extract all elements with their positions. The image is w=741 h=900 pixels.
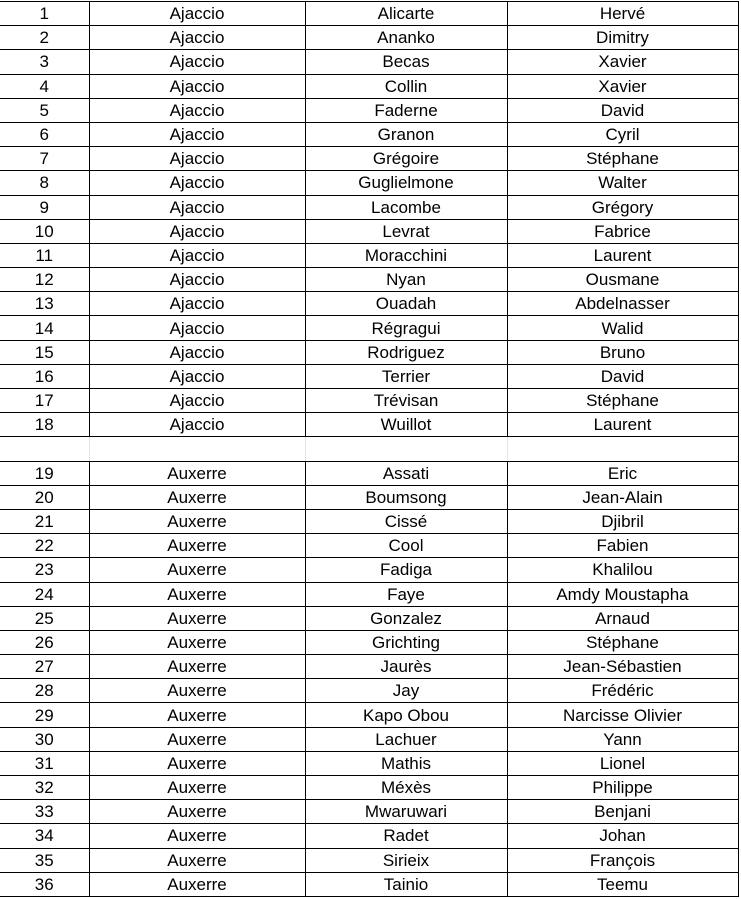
row-number-cell[interactable]: 13 xyxy=(0,292,89,316)
club-cell[interactable]: Auxerre xyxy=(89,848,305,872)
table-row xyxy=(0,243,738,267)
row-number-cell[interactable]: 34 xyxy=(0,824,89,848)
player-roster-table xyxy=(0,1,739,897)
last-name-cell[interactable]: Trévisan xyxy=(305,389,507,413)
last-name-cell[interactable]: Rodriguez xyxy=(305,340,507,364)
club-cell[interactable]: Ajaccio xyxy=(89,171,305,195)
club-cell[interactable]: Ajaccio xyxy=(89,98,305,122)
row-number-cell[interactable]: 36 xyxy=(0,872,89,896)
table-row xyxy=(0,872,738,896)
row-number-cell[interactable]: 12 xyxy=(0,268,89,292)
row-number-cell[interactable]: 19 xyxy=(0,461,89,485)
table-row xyxy=(0,147,738,171)
empty-cell[interactable] xyxy=(507,437,738,461)
first-name-cell[interactable]: Cyril xyxy=(507,122,738,146)
last-name-cell[interactable]: Faderne xyxy=(305,98,507,122)
last-name-cell[interactable]: Jaurès xyxy=(305,655,507,679)
club-cell[interactable]: Auxerre xyxy=(89,606,305,630)
table-row xyxy=(0,751,738,775)
row-number-cell[interactable]: 23 xyxy=(0,558,89,582)
last-name-cell[interactable]: Moracchini xyxy=(305,243,507,267)
club-cell[interactable]: Ajaccio xyxy=(89,147,305,171)
first-name-cell[interactable]: Laurent xyxy=(507,243,738,267)
club-cell[interactable]: Auxerre xyxy=(89,800,305,824)
table-row xyxy=(0,122,738,146)
table-row xyxy=(0,776,738,800)
last-name-cell[interactable]: Nyan xyxy=(305,268,507,292)
club-cell[interactable]: Auxerre xyxy=(89,824,305,848)
last-name-cell[interactable]: Kapo Obou xyxy=(305,703,507,727)
table-row xyxy=(0,2,738,26)
first-name-cell[interactable]: Lionel xyxy=(507,751,738,775)
first-name-cell[interactable]: Jean-Alain xyxy=(507,485,738,509)
first-name-cell[interactable]: Laurent xyxy=(507,413,738,437)
first-name-cell[interactable]: Djibril xyxy=(507,509,738,533)
club-cell[interactable]: Auxerre xyxy=(89,776,305,800)
club-cell[interactable]: Auxerre xyxy=(89,461,305,485)
row-number-cell[interactable]: 2 xyxy=(0,26,89,50)
table-row xyxy=(0,26,738,50)
club-cell[interactable]: Ajaccio xyxy=(89,243,305,267)
last-name-cell[interactable]: Lachuer xyxy=(305,727,507,751)
first-name-cell[interactable]: Walter xyxy=(507,171,738,195)
first-name-cell[interactable]: Eric xyxy=(507,461,738,485)
table-row xyxy=(0,389,738,413)
club-cell[interactable]: Auxerre xyxy=(89,534,305,558)
last-name-cell[interactable]: Granon xyxy=(305,122,507,146)
table-row xyxy=(0,534,738,558)
row-number-cell[interactable]: 10 xyxy=(0,219,89,243)
table-row xyxy=(0,703,738,727)
last-name-cell[interactable]: Cissé xyxy=(305,509,507,533)
club-cell[interactable]: Ajaccio xyxy=(89,74,305,98)
table-row xyxy=(0,655,738,679)
table-row xyxy=(0,824,738,848)
first-name-cell[interactable]: Hervé xyxy=(507,2,738,26)
row-number-cell[interactable]: 29 xyxy=(0,703,89,727)
row-number-cell[interactable]: 3 xyxy=(0,50,89,74)
club-cell[interactable]: Ajaccio xyxy=(89,2,305,26)
first-name-cell[interactable]: Yann xyxy=(507,727,738,751)
first-name-cell[interactable]: Grégory xyxy=(507,195,738,219)
table-row xyxy=(0,606,738,630)
last-name-cell[interactable]: Collin xyxy=(305,74,507,98)
first-name-cell[interactable]: Johan xyxy=(507,824,738,848)
club-cell[interactable]: Ajaccio xyxy=(89,292,305,316)
last-name-cell[interactable]: Faye xyxy=(305,582,507,606)
first-name-cell[interactable]: Fabien xyxy=(507,534,738,558)
table-row xyxy=(0,461,738,485)
first-name-cell[interactable]: Benjani xyxy=(507,800,738,824)
row-number-cell[interactable]: 33 xyxy=(0,800,89,824)
table-row xyxy=(0,509,738,533)
club-cell[interactable]: Auxerre xyxy=(89,558,305,582)
club-cell[interactable]: Auxerre xyxy=(89,703,305,727)
row-number-cell[interactable]: 35 xyxy=(0,848,89,872)
table-row xyxy=(0,413,738,437)
first-name-cell[interactable]: Amdy Moustapha xyxy=(507,582,738,606)
club-cell[interactable]: Auxerre xyxy=(89,727,305,751)
row-number-cell[interactable]: 6 xyxy=(0,122,89,146)
row-number-cell[interactable]: 14 xyxy=(0,316,89,340)
club-cell[interactable]: Ajaccio xyxy=(89,389,305,413)
table-row xyxy=(0,630,738,654)
last-name-cell[interactable]: Grichting xyxy=(305,630,507,654)
table-row xyxy=(0,74,738,98)
first-name-cell[interactable]: Stéphane xyxy=(507,389,738,413)
table-row xyxy=(0,195,738,219)
club-cell[interactable]: Auxerre xyxy=(89,485,305,509)
first-name-cell[interactable]: Stéphane xyxy=(507,630,738,654)
first-name-cell[interactable]: Ousmane xyxy=(507,268,738,292)
last-name-cell[interactable]: Gonzalez xyxy=(305,606,507,630)
first-name-cell[interactable]: Stéphane xyxy=(507,147,738,171)
last-name-cell[interactable]: Assati xyxy=(305,461,507,485)
last-name-cell[interactable]: Radet xyxy=(305,824,507,848)
roster-table-body xyxy=(0,2,738,897)
last-name-cell[interactable]: Alicarte xyxy=(305,2,507,26)
table-row xyxy=(0,316,738,340)
first-name-cell[interactable]: Khalilou xyxy=(507,558,738,582)
last-name-cell[interactable]: Ananko xyxy=(305,26,507,50)
club-cell[interactable]: Ajaccio xyxy=(89,316,305,340)
last-name-cell[interactable]: Mwaruwari xyxy=(305,800,507,824)
row-number-cell[interactable]: 17 xyxy=(0,389,89,413)
last-name-cell[interactable]: Boumsong xyxy=(305,485,507,509)
club-cell[interactable]: Ajaccio xyxy=(89,340,305,364)
empty-cell[interactable] xyxy=(89,437,305,461)
table-row xyxy=(0,340,738,364)
club-cell[interactable]: Ajaccio xyxy=(89,413,305,437)
row-number-cell[interactable]: 15 xyxy=(0,340,89,364)
table-row xyxy=(0,50,738,74)
last-name-cell[interactable]: Terrier xyxy=(305,364,507,388)
last-name-cell[interactable]: Sirieix xyxy=(305,848,507,872)
club-cell[interactable]: Auxerre xyxy=(89,582,305,606)
first-name-cell[interactable]: Fabrice xyxy=(507,219,738,243)
row-number-cell[interactable]: 4 xyxy=(0,74,89,98)
row-number-cell[interactable]: 7 xyxy=(0,147,89,171)
table-row xyxy=(0,582,738,606)
first-name-cell[interactable]: Abdelnasser xyxy=(507,292,738,316)
last-name-cell[interactable]: Fadiga xyxy=(305,558,507,582)
row-number-cell[interactable]: 28 xyxy=(0,679,89,703)
first-name-cell[interactable]: Philippe xyxy=(507,776,738,800)
last-name-cell[interactable]: Méxès xyxy=(305,776,507,800)
first-name-cell[interactable]: François xyxy=(507,848,738,872)
row-number-cell[interactable]: 24 xyxy=(0,582,89,606)
row-number-cell[interactable]: 26 xyxy=(0,630,89,654)
row-number-cell[interactable]: 30 xyxy=(0,727,89,751)
first-name-cell[interactable]: Frédéric xyxy=(507,679,738,703)
last-name-cell[interactable]: Tainio xyxy=(305,872,507,896)
club-cell[interactable]: Ajaccio xyxy=(89,219,305,243)
club-cell[interactable]: Ajaccio xyxy=(89,50,305,74)
table-row xyxy=(0,558,738,582)
empty-cell[interactable] xyxy=(0,437,89,461)
first-name-cell[interactable]: Xavier xyxy=(507,50,738,74)
row-number-cell[interactable]: 22 xyxy=(0,534,89,558)
last-name-cell[interactable]: Mathis xyxy=(305,751,507,775)
row-number-cell[interactable]: 18 xyxy=(0,413,89,437)
first-name-cell[interactable]: Jean-Sébastien xyxy=(507,655,738,679)
table-row xyxy=(0,679,738,703)
first-name-cell[interactable]: David xyxy=(507,364,738,388)
table-row xyxy=(0,848,738,872)
empty-cell[interactable] xyxy=(305,437,507,461)
club-cell[interactable]: Ajaccio xyxy=(89,364,305,388)
club-cell[interactable]: Auxerre xyxy=(89,655,305,679)
table-row xyxy=(0,292,738,316)
first-name-cell[interactable]: Bruno xyxy=(507,340,738,364)
row-number-cell[interactable]: 11 xyxy=(0,243,89,267)
club-cell[interactable]: Auxerre xyxy=(89,509,305,533)
table-row xyxy=(0,219,738,243)
first-name-cell[interactable]: Narcisse Olivier xyxy=(507,703,738,727)
club-cell[interactable]: Auxerre xyxy=(89,630,305,654)
table-row xyxy=(0,727,738,751)
club-cell[interactable]: Ajaccio xyxy=(89,122,305,146)
row-number-cell[interactable]: 16 xyxy=(0,364,89,388)
club-cell[interactable]: Ajaccio xyxy=(89,268,305,292)
row-number-cell[interactable]: 21 xyxy=(0,509,89,533)
last-name-cell[interactable]: Cool xyxy=(305,534,507,558)
group-separator-row xyxy=(0,437,738,461)
first-name-cell[interactable]: Walid xyxy=(507,316,738,340)
first-name-cell[interactable]: David xyxy=(507,98,738,122)
row-number-cell[interactable]: 27 xyxy=(0,655,89,679)
first-name-cell[interactable]: Xavier xyxy=(507,74,738,98)
row-number-cell[interactable]: 20 xyxy=(0,485,89,509)
club-cell[interactable]: Auxerre xyxy=(89,751,305,775)
last-name-cell[interactable]: Grégoire xyxy=(305,147,507,171)
last-name-cell[interactable]: Guglielmone xyxy=(305,171,507,195)
first-name-cell[interactable]: Teemu xyxy=(507,872,738,896)
last-name-cell[interactable]: Ouadah xyxy=(305,292,507,316)
table-row xyxy=(0,485,738,509)
row-number-cell[interactable]: 8 xyxy=(0,171,89,195)
last-name-cell[interactable]: Régragui xyxy=(305,316,507,340)
first-name-cell[interactable]: Dimitry xyxy=(507,26,738,50)
club-cell[interactable]: Ajaccio xyxy=(89,26,305,50)
club-cell[interactable]: Auxerre xyxy=(89,679,305,703)
club-cell[interactable]: Auxerre xyxy=(89,872,305,896)
table-row xyxy=(0,268,738,292)
row-number-cell[interactable]: 5 xyxy=(0,98,89,122)
table-row xyxy=(0,98,738,122)
last-name-cell[interactable]: Jay xyxy=(305,679,507,703)
row-number-cell[interactable]: 25 xyxy=(0,606,89,630)
last-name-cell[interactable]: Becas xyxy=(305,50,507,74)
first-name-cell[interactable]: Arnaud xyxy=(507,606,738,630)
last-name-cell[interactable]: Lacombe xyxy=(305,195,507,219)
last-name-cell[interactable]: Wuillot xyxy=(305,413,507,437)
table-row xyxy=(0,171,738,195)
row-number-cell[interactable]: 9 xyxy=(0,195,89,219)
last-name-cell[interactable]: Levrat xyxy=(305,219,507,243)
table-row xyxy=(0,364,738,388)
row-number-cell[interactable]: 31 xyxy=(0,751,89,775)
row-number-cell[interactable]: 32 xyxy=(0,776,89,800)
club-cell[interactable]: Ajaccio xyxy=(89,195,305,219)
row-number-cell[interactable]: 1 xyxy=(0,2,89,26)
table-row xyxy=(0,800,738,824)
